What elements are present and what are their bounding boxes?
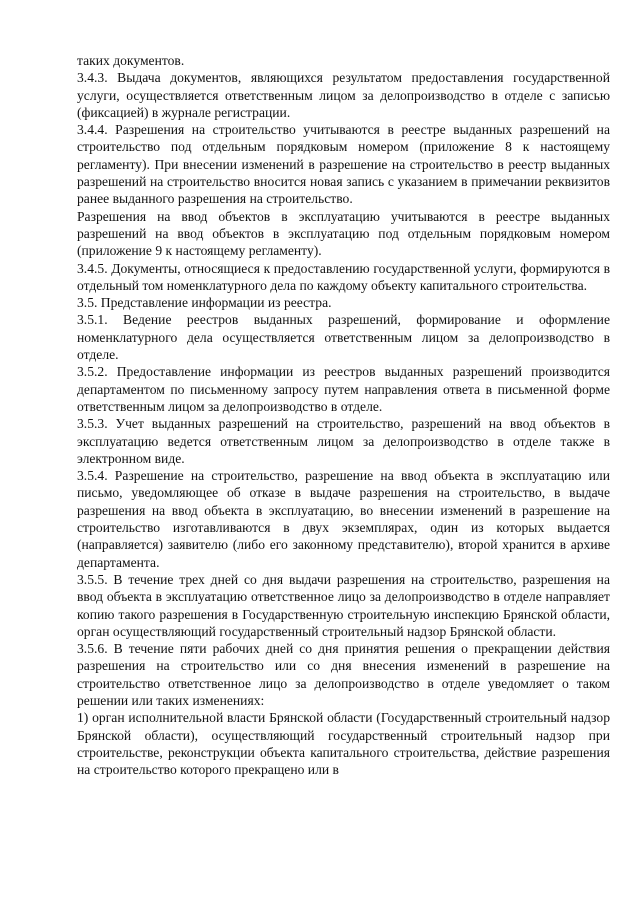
paragraph-commissioning-permits: Разрешения на ввод объектов в эксплуатацию учитываются в реестре выданных разрешений на ввод объектов в эксплуатацию под отдельным порядковым номером (приложение 9 к настоящему регламенту).: [77, 208, 610, 259]
paragraph-3-5-3: 3.5.3. Учет выданных разрешений на строительство, разрешений на ввод объектов в эксплуатацию ведется ответственным лицом за делопроизводство в отделе также в электронном виде.: [77, 416, 610, 466]
paragraph-3-5-1: 3.5.1. Ведение реестров выданных разрешений, формирование и оформление номенклатурного дела осуществляется ответственным лицом за делопроизводство в отделе.: [77, 312, 610, 363]
document-page: [77, 52, 610, 778]
paragraph-continuation: таких документов.: [77, 53, 185, 68]
paragraph-3-5-5: 3.5.5. В течение трех дней со дня выдачи разрешения на строительство, разрешения на ввод объекта в эксплуатацию ответственное лицо за делопроизводство в отделе направляет копию такого разрешения в Государственную строительную инспекцию Брянской области, орган осуществляющий государственный строительный надзор Брянской области.: [77, 571, 610, 639]
paragraph-3-5-4: 3.5.4. Разрешение на строительство, разрешение на ввод объекта в эксплуатацию или письмо, уведомляющее об отказе в выдаче разрешения на строительство, в выдаче разрешения на ввод объекта в эксплуатацию, во внесении изменений в разрешение на строительство изготавливаются в двух экземплярах, один из которых выдается (направляется) заявителю (либо его законному представителю), второй хранится в архиве департамента.: [77, 468, 610, 570]
paragraph-3-5-6: 3.5.6. В течение пяти рабочих дней со дня принятия решения о прекращении действия разрешения на строительство или со дня внесения изменений в разрешение на строительство ответственное лицо за делопроизводство в отделе уведомляет о таком решении или таких изменениях:: [77, 641, 610, 708]
paragraph-3-4-3: 3.4.3. Выдача документов, являющихся результатом предоставления государственной услуги, осуществляется ответственным лицом за делопроизводство в отделе с записью (фиксацией) в журнале регистрации.: [77, 70, 610, 120]
section-heading-3-5: 3.5. Представление информации из реестра.: [77, 295, 332, 311]
paragraph-3-4-5: 3.4.5. Документы, относящиеся к предоставлению государственной услуги, формируются в отдельный том номенклатурного дела по каждому объекту капитального строительства.: [77, 260, 610, 293]
paragraph-3-4-4: 3.4.4. Разрешения на строительство учитываются в реестре выданных разрешений на строительство под отдельным порядковым номером (приложение 8 к настоящему регламенту). При внесении изменений в разрешение на строительство в реестр выданных разрешений на строительство вносится новая запись с указанием в примечании реквизитов ранее выданного разрешения на строительство.: [77, 122, 610, 207]
paragraph-3-5-2: 3.5.2. Предоставление информации из реестров выданных разрешений производится департаментом по письменному запросу путем направления ответа в письменной форме ответственным лицом за делопроизводство в отделе.: [77, 364, 610, 414]
list-item-1: 1) орган исполнительной власти Брянской области (Государственный строительный надзор Брянской области), осуществляющий государственный строительный надзор при строительстве, реконструкции объекта капитального строительства, действие разрешения на строительство которого прекращено или в: [77, 710, 610, 778]
